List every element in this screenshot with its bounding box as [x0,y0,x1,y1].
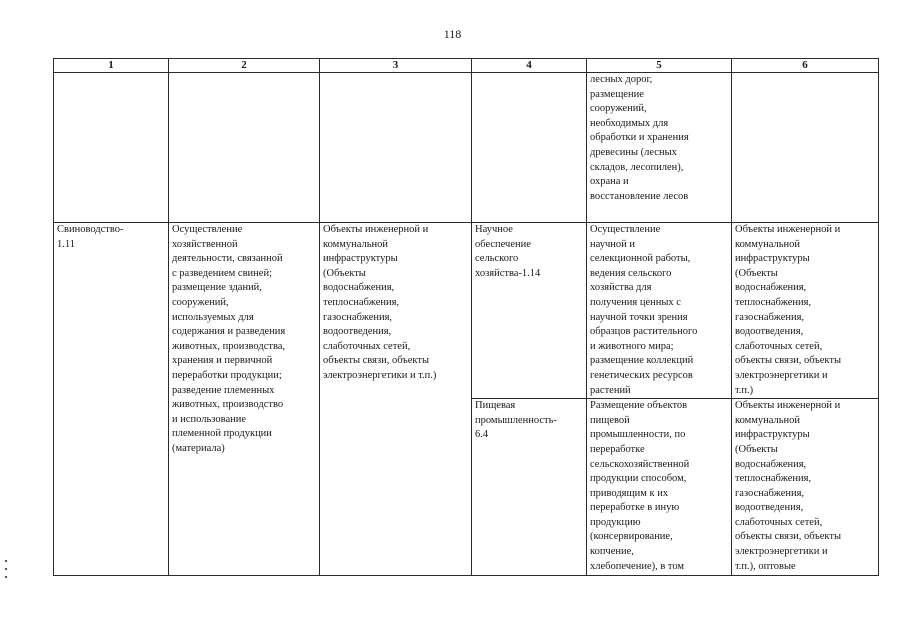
header-col-1: 1 [54,59,169,73]
scan-mark [5,560,7,562]
page-number: 118 [443,27,462,41]
conditional-infrastructure-cell: Объекты инженерной и коммунальной инфраструктуры (Объекты водоснабжения, теплоснабжения, газоснабжения, водоотведения, слаботочных сетей, объекты связи, объекты электроэнергетики и т.п.) [732,223,879,399]
scan-mark [5,568,7,570]
conditional-description-cell: Размещение объектов пищевой промышленности, по переработке сельскохозяйственной продукции способом, приводящим к их переработке в иную продукцию (консервирование, копчение, хлебопечение), в том [587,399,732,576]
forestry-purpose-cell: лесных дорог, размещение сооружений, необходимых для обработки и хранения древесины (лесных складов, лесопилен), охрана и восстановление лесов [587,73,732,223]
conditional-use-cell: Научное обеспечение сельского хозяйства-1.14 [472,223,587,399]
conditional-description-cell: Осуществление научной и селекционной работы, ведения сельского хозяйства для получения ценных с научной точки зрения образцов растительного и животного мира; размещение коллекций генетических ресурсов растений [587,223,732,399]
table-cell [54,73,169,223]
use-description-cell: Осуществление хозяйственной деятельности, связанной с разведением свиней; размещение зданий, сооружений, используемых для содержания и разведения животных, производства, хранения и первичной переработки продукции; разведение племенных животных, производство и использование племенной продукции (материала) [169,223,320,576]
header-col-3: 3 [320,59,472,73]
conditional-infrastructure-cell: Объекты инженерной и коммунальной инфраструктуры (Объекты водоснабжения, теплоснабжения, газоснабжения, водоотведения, слаботочных сетей, объекты связи, объекты электроэнергетики и т.п.), оптовые [732,399,879,576]
zoning-table [53,58,879,576]
table-row [54,73,879,223]
table-row [54,223,879,399]
table-cell [169,73,320,223]
infrastructure-cell: Объекты инженерной и коммунальной инфраструктуры (Объекты водоснабжения, теплоснабжения, газоснабжения, водоотведения, слаботочных сетей, объекты связи, объекты электроэнергетики и т.п.) [320,223,472,576]
conditional-use-cell: Пищевая промышленность- 6.4 [472,399,587,576]
table-cell [732,73,879,223]
table-cell [472,73,587,223]
table-header-row [54,59,879,73]
use-type-cell: Свиноводство- 1.11 [54,223,169,576]
header-col-6: 6 [732,59,879,73]
table-cell [320,73,472,223]
scan-mark [5,576,7,578]
header-col-5: 5 [587,59,732,73]
header-col-4: 4 [472,59,587,73]
header-col-2: 2 [169,59,320,73]
